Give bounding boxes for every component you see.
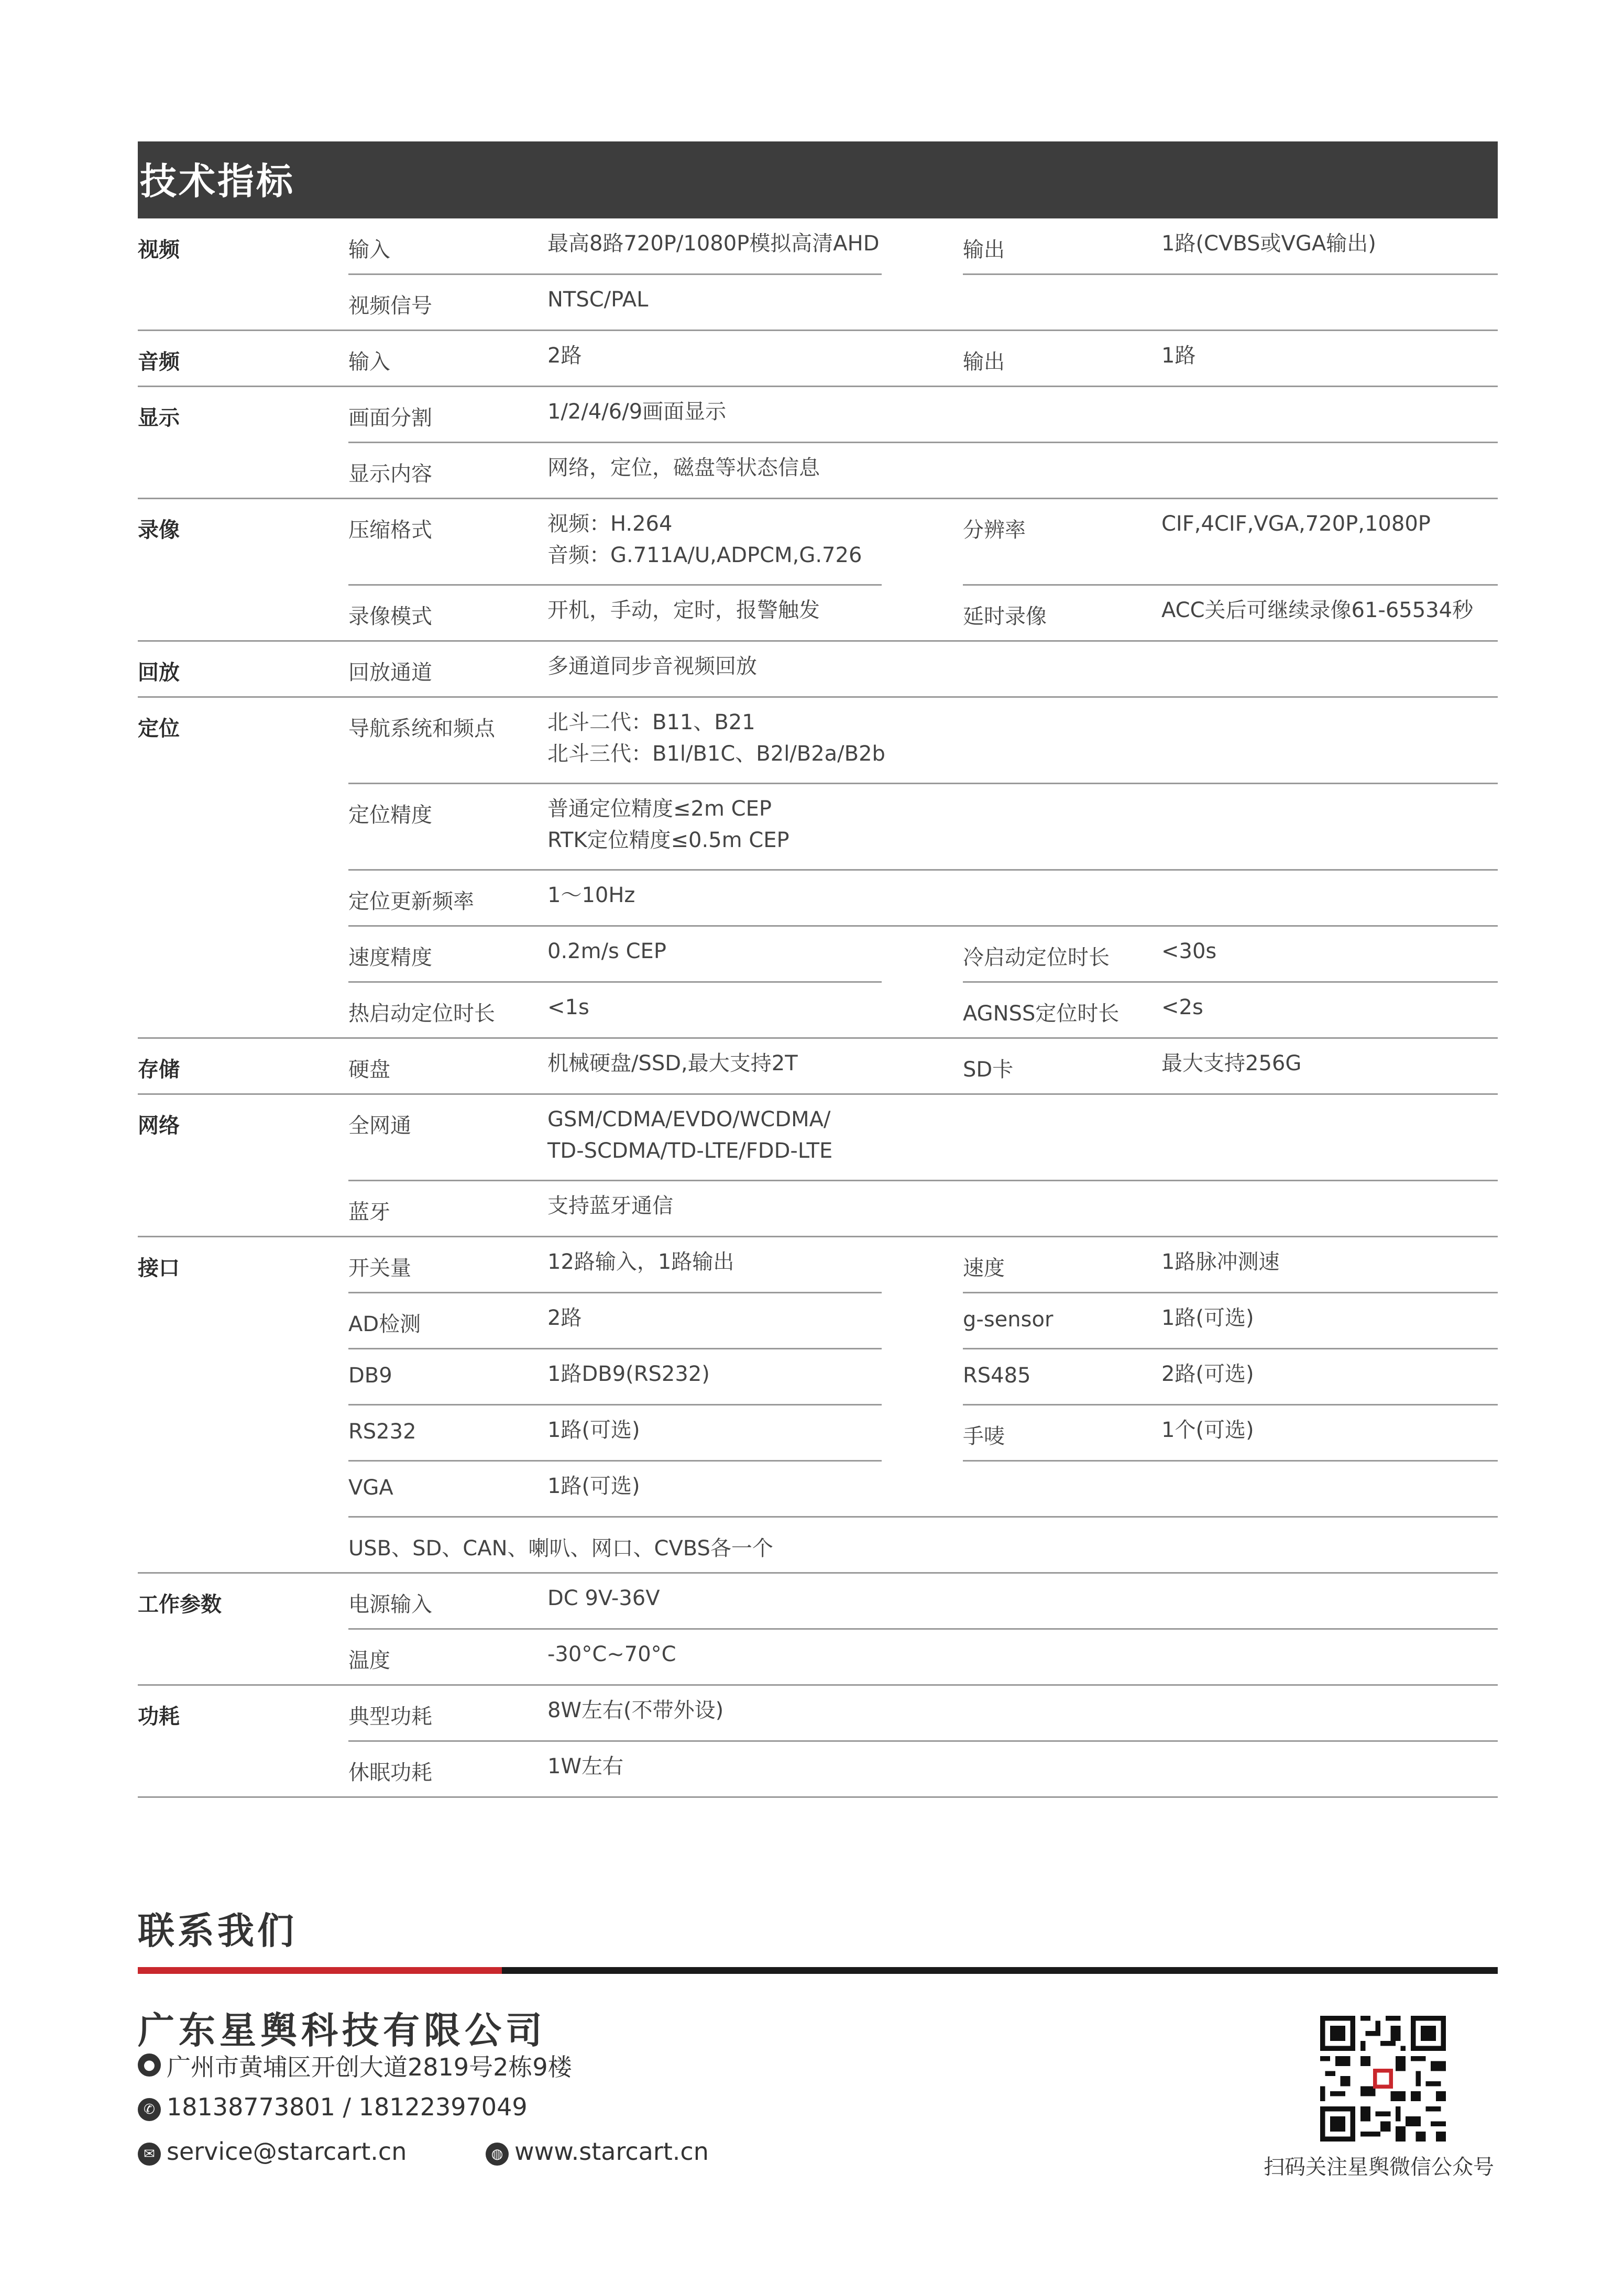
- spec-value-line: 多通道同步音视频回放: [547, 654, 757, 678]
- spec-value: [547, 1246, 734, 1278]
- spec-label: 定位更新频率: [348, 890, 474, 914]
- spec-category: 存储: [138, 1058, 180, 1082]
- spec-value-line: 1路(可选): [1161, 1306, 1254, 1330]
- row-divider-right: [963, 1404, 1498, 1405]
- spec-label-secondary: 冷启动定位时长: [963, 946, 1110, 970]
- spec-value-line: 1～10Hz: [547, 883, 635, 907]
- spec-value: [547, 1695, 723, 1726]
- spec-label: 录像模式: [348, 605, 432, 629]
- spec-value-line: ACC关后可继续录像61-65534秒: [1161, 598, 1474, 622]
- spec-label: AD检测: [348, 1312, 421, 1336]
- row-divider-left: [348, 1404, 882, 1405]
- row-divider: [348, 783, 1498, 784]
- wechat-qr-code: [1320, 2016, 1446, 2142]
- spec-label: USB、SD、CAN、喇叭、网口、CVBS各一个: [348, 1536, 773, 1561]
- contact-divider-dark: [502, 1967, 1498, 1974]
- spec-label: 硬盘: [348, 1058, 390, 1082]
- spec-value-secondary: [1161, 992, 1203, 1023]
- spec-value: [547, 595, 820, 626]
- spec-label: 输入: [348, 238, 390, 262]
- spec-value-secondary: [1161, 1414, 1254, 1446]
- spec-value: [547, 340, 581, 371]
- spec-value-line: 北斗三代：B1l/B1C、B2l/B2a/B2b: [547, 742, 885, 766]
- spec-category: 接口: [138, 1256, 180, 1280]
- spec-value-line: 最高8路720P/1080P模拟高清AHD: [547, 232, 880, 256]
- spec-value-secondary: [1161, 1302, 1254, 1334]
- spec-value-line: NTSC/PAL: [547, 288, 649, 312]
- spec-value: [547, 1470, 640, 1502]
- spec-value-line: 1路脉冲测速: [1161, 1250, 1280, 1274]
- spec-value-line: <30s: [1161, 939, 1217, 963]
- row-divider-right: [963, 1348, 1498, 1349]
- spec-value-line: 北斗二代：B11、B21: [547, 710, 755, 734]
- group-divider: [138, 640, 1498, 642]
- spec-value: [547, 651, 757, 682]
- spec-label: 开关量: [348, 1256, 411, 1280]
- spec-value: [547, 1751, 623, 1782]
- spec-value: [547, 1302, 581, 1334]
- spec-value-secondary: [1161, 340, 1195, 371]
- spec-value-line: 1/2/4/6/9画面显示: [547, 400, 727, 424]
- spec-label: DB9: [348, 1364, 392, 1388]
- spec-category: 视频: [138, 238, 180, 262]
- spec-label: 回放通道: [348, 661, 432, 685]
- row-divider-left: [348, 1292, 882, 1293]
- spec-value-secondary: [1161, 1246, 1279, 1278]
- spec-value-line: 1个(可选): [1161, 1418, 1254, 1442]
- spec-label: 典型功耗: [348, 1705, 432, 1729]
- spec-label: 全网通: [348, 1114, 411, 1138]
- row-divider: [348, 1740, 1498, 1742]
- spec-category: 音频: [138, 350, 180, 374]
- spec-label: RS232: [348, 1420, 416, 1444]
- row-divider-right: [963, 1292, 1498, 1293]
- spec-label-secondary: 速度: [963, 1256, 1005, 1280]
- spec-label-secondary: 输出: [963, 350, 1005, 374]
- spec-category: 网络: [138, 1114, 180, 1138]
- row-divider-right: [963, 584, 1498, 586]
- spec-label-secondary: 输出: [963, 238, 1005, 262]
- row-divider-left: [348, 1460, 882, 1462]
- spec-label: 定位精度: [348, 803, 432, 827]
- spec-value-line: 1路: [1161, 344, 1196, 368]
- spec-title: 技术指标: [140, 160, 295, 203]
- spec-category: 功耗: [138, 1705, 180, 1729]
- spec-value: [547, 1190, 673, 1222]
- spec-value: [547, 992, 589, 1023]
- spec-label: VGA: [348, 1476, 393, 1500]
- group-divider: [138, 1093, 1498, 1095]
- spec-value: [547, 880, 635, 911]
- spec-value-line: TD-SCDMA/TD-LTE/FDD-LTE: [547, 1139, 833, 1163]
- spec-value-line: <2s: [1161, 995, 1203, 1019]
- spec-value: [547, 396, 726, 427]
- spec-category: 回放: [138, 661, 180, 685]
- spec-value: [547, 1358, 710, 1390]
- company-phone: 18138773801 / 18122397049: [167, 2093, 528, 2121]
- row-divider-left: [348, 981, 882, 983]
- spec-label-secondary: 手唛: [963, 1424, 1005, 1448]
- spec-value-line: -30°C~70°C: [547, 1642, 676, 1666]
- group-divider: [138, 498, 1498, 499]
- spec-value-line: 2路(可选): [1161, 1362, 1254, 1386]
- spec-value: [547, 452, 820, 484]
- spec-value: [547, 1414, 640, 1446]
- spec-value-line: 1路(可选): [547, 1474, 640, 1498]
- spec-value-secondary: [1161, 1048, 1301, 1079]
- spec-value-line: 支持蓝牙通信: [547, 1194, 673, 1218]
- spec-category: 录像: [138, 518, 180, 542]
- spec-value-line: 普通定位精度≤2m CEP: [547, 797, 772, 821]
- spec-label-secondary: 延时录像: [963, 605, 1047, 629]
- globe-icon: ◍: [486, 2143, 509, 2166]
- spec-category: 显示: [138, 406, 180, 430]
- spec-value: [547, 936, 666, 967]
- row-divider-left: [348, 1348, 882, 1349]
- contact-divider-accent: [138, 1967, 502, 1974]
- spec-value-line: 12路输入，1路输出: [547, 1250, 734, 1274]
- row-divider: [348, 442, 1498, 443]
- group-divider: [138, 386, 1498, 387]
- spec-value-line: 0.2m/s CEP: [547, 939, 666, 963]
- spec-value-line: 1路(可选): [547, 1418, 640, 1442]
- spec-value: [547, 1104, 832, 1167]
- row-divider-left: [348, 584, 882, 586]
- spec-value-line: 音频：G.711A/U,ADPCM,G.726: [547, 543, 862, 567]
- group-divider: [138, 330, 1498, 331]
- spec-label: 压缩格式: [348, 518, 432, 542]
- qr-caption: 扫码关注星舆微信公众号: [1264, 2155, 1494, 2179]
- spec-value: [547, 1639, 676, 1670]
- group-divider: [138, 1236, 1498, 1237]
- row-divider-right: [963, 273, 1498, 275]
- location-pin-icon: ●: [138, 2054, 161, 2077]
- row-divider: [348, 1516, 1498, 1518]
- spec-value: [547, 228, 880, 259]
- spec-label: 视频信号: [348, 294, 432, 318]
- spec-label: 显示内容: [348, 462, 432, 486]
- spec-label: 热启动定位时长: [348, 1002, 495, 1026]
- spec-value-line: 2路: [547, 1306, 582, 1330]
- spec-value-line: RTK定位精度≤0.5m CEP: [547, 828, 789, 852]
- spec-value: [547, 1048, 798, 1079]
- spec-value-secondary: [1161, 1358, 1254, 1390]
- contact-title: 联系我们: [138, 1909, 297, 1952]
- spec-value-line: 1路(CVBS或VGA输出): [1161, 232, 1376, 256]
- spec-value: [547, 707, 885, 770]
- group-divider: [138, 1684, 1498, 1686]
- spec-value-secondary: [1161, 595, 1473, 626]
- spec-label: 输入: [348, 350, 390, 374]
- spec-label: 画面分割: [348, 406, 432, 430]
- company-name: 广东星舆科技有限公司: [138, 2009, 546, 2052]
- spec-label: 温度: [348, 1649, 390, 1673]
- spec-label: 电源输入: [348, 1593, 432, 1617]
- spec-value-line: 视频：H.264: [547, 512, 673, 536]
- row-divider: [348, 1628, 1498, 1630]
- spec-label: 导航系统和频点: [348, 717, 495, 741]
- spec-value-line: 机械硬盘/SSD,最大支持2T: [547, 1051, 798, 1075]
- spec-label-secondary: 分辨率: [963, 518, 1026, 542]
- spec-label: 休眠功耗: [348, 1761, 432, 1785]
- spec-value-line: DC 9V-36V: [547, 1586, 660, 1610]
- group-divider: [138, 1572, 1498, 1574]
- row-divider-left: [348, 273, 882, 275]
- group-divider: [138, 696, 1498, 698]
- spec-value-line: 网络，定位，磁盘等状态信息: [547, 456, 820, 480]
- spec-value-line: 开机，手动，定时，报警触发: [547, 598, 820, 622]
- row-divider-right: [963, 981, 1498, 983]
- spec-value-secondary: [1161, 228, 1376, 259]
- group-divider: [138, 1796, 1498, 1798]
- spec-category: 工作参数: [138, 1593, 222, 1617]
- spec-label-secondary: AGNSS定位时长: [963, 1002, 1120, 1026]
- spec-category: 定位: [138, 717, 180, 741]
- spec-value-line: 1路DB9(RS232): [547, 1362, 710, 1386]
- spec-value-line: 2路: [547, 344, 582, 368]
- spec-value: [547, 793, 789, 856]
- company-website[interactable]: www.starcart.cn: [514, 2137, 709, 2166]
- spec-value-line: <1s: [547, 995, 589, 1019]
- company-address: 广州市黄埔区开创大道2819号2栋9楼: [167, 2053, 572, 2081]
- spec-value-line: 最大支持256G: [1161, 1051, 1302, 1075]
- company-email[interactable]: service@starcart.cn: [167, 2137, 407, 2166]
- spec-value-secondary: [1161, 936, 1216, 967]
- email-icon: ✉: [138, 2143, 161, 2166]
- spec-value-line: GSM/CDMA/EVDO/WCDMA/: [547, 1107, 831, 1132]
- row-divider: [348, 925, 1498, 927]
- spec-value: [547, 508, 862, 571]
- spec-label-secondary: SD卡: [963, 1058, 1014, 1082]
- row-divider: [348, 1180, 1498, 1181]
- phone-icon: ✆: [138, 2098, 161, 2121]
- spec-label: 蓝牙: [348, 1200, 390, 1224]
- spec-value-line: CIF,4CIF,VGA,720P,1080P: [1161, 512, 1431, 536]
- spec-label: 速度精度: [348, 946, 432, 970]
- spec-value-line: 8W左右(不带外设): [547, 1698, 724, 1722]
- group-divider: [138, 1037, 1498, 1039]
- spec-value: [547, 1583, 660, 1614]
- row-divider-right: [963, 1460, 1498, 1462]
- spec-label-secondary: g-sensor: [963, 1308, 1054, 1332]
- spec-value-secondary: [1161, 508, 1431, 540]
- spec-label-secondary: RS485: [963, 1364, 1031, 1388]
- row-divider: [348, 869, 1498, 871]
- spec-value: [547, 284, 648, 315]
- spec-value-line: 1W左右: [547, 1754, 623, 1778]
